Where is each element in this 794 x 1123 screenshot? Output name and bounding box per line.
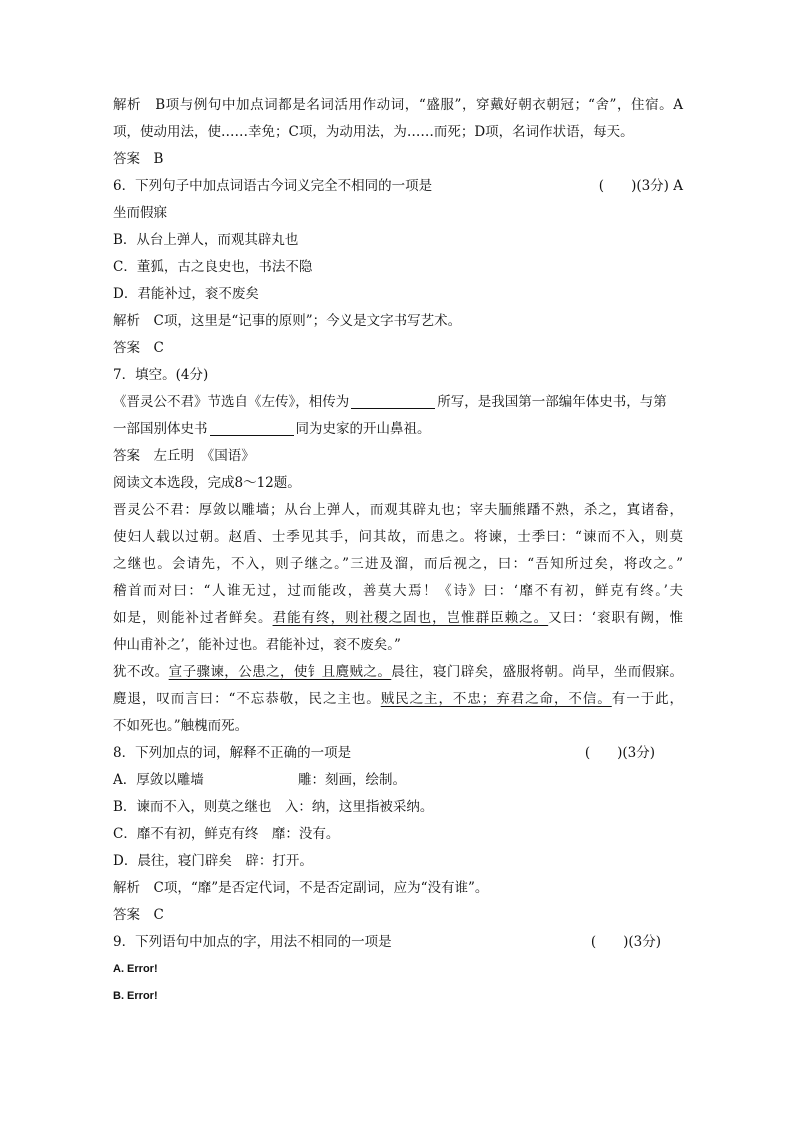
passage-line-6: 仲山甫补之’，能补过也。君能补过，衮不废矣。” bbox=[113, 637, 401, 653]
q8-answer: 答案 C bbox=[113, 907, 164, 923]
q7-blank-2[interactable] bbox=[210, 421, 294, 436]
passage-line-9: 不如死也。”触槐而死。 bbox=[113, 718, 249, 734]
passage-line-5-a: 如是，则能补过者鲜矣。 bbox=[113, 610, 273, 626]
q8-option-a-explanation: 雕：刻画，绘制。 bbox=[298, 772, 406, 788]
q6-answer: 答案 C bbox=[113, 340, 164, 356]
q7-answer: 答案 左丘明 《国语》 bbox=[113, 448, 255, 464]
q5-analysis-line-2: 项，使动用法，使……幸免；C项，为动用法，为……而死；D项，名词作状语，每天。 bbox=[113, 124, 634, 140]
q7-blank-1[interactable] bbox=[351, 394, 435, 409]
passage-line-8-b: 有一于此， bbox=[611, 691, 684, 707]
q7-line2-part-a: 一部国别体史书 bbox=[113, 421, 208, 437]
passage-underlined-sentence-1: 君能有终，则社稷之固也，岂惟群臣赖之。 bbox=[272, 610, 549, 626]
passage-line-2: 使妇人载以过朝。赵盾、士季见其手，问其故，而患之。将谏，士季曰：“谏而不入，则莫 bbox=[113, 529, 683, 545]
q6-option-d: D．君能补过，衮不废矣 bbox=[113, 286, 259, 302]
passage-line-7-b: 晨往，寝门辟矣，盛服将朝。尚早，坐而假寐。 bbox=[391, 664, 684, 680]
q5-answer: 答案 B bbox=[113, 151, 164, 167]
q8-stem: 8．下列加点的词，解释不正确的一项是 bbox=[113, 745, 352, 761]
q9-stem-line bbox=[113, 929, 683, 956]
passage-underlined-sentence-2: 宣子骤谏，公患之，使钅且麑贼之。 bbox=[168, 664, 392, 680]
q8-option-a-text: A．厚敛以雕墙 bbox=[113, 772, 204, 788]
q7-stem: 7．填空。(4分) bbox=[113, 367, 209, 383]
passage-line-8-a: 麑退，叹而言曰：“不忘恭敬，民之主也。 bbox=[113, 691, 381, 707]
passage-line-5-b: 又曰：‘衮职有阙，惟 bbox=[548, 610, 684, 626]
q9-bracket: ( )(3分) bbox=[590, 934, 661, 950]
passage-line-1: 晋灵公不君：厚敛以雕墙；从台上弹人，而观其辟丸也；宰夫胹熊蹯不熟，杀之，寘诸畚， bbox=[113, 502, 683, 518]
q6-stem: 6．下列句子中加点词语古今词义完全不相同的一项是 bbox=[113, 178, 433, 194]
q6-bracket: ( )(3分) A bbox=[598, 178, 683, 194]
q8-option-b: B．谏而不入，则莫之继也 入：纳，这里指被采纳。 bbox=[113, 799, 434, 815]
passage-underlined-sentence-3: 贼民之主，不忠；弃君之命，不信。 bbox=[380, 691, 612, 707]
q8-bracket: ( )(3分) bbox=[584, 745, 655, 761]
q8-option-a bbox=[113, 767, 683, 794]
passage-line-7 bbox=[113, 659, 683, 686]
q8-analysis: 解析 C项，“靡”是否定代词，不是否定副词，应为“没有谁”。 bbox=[113, 880, 489, 896]
passage-line-4: 稽首而对曰：“人谁无过，过而能改，善莫大焉！《诗》曰：‘靡不有初，鲜克有终。’夫 bbox=[113, 583, 683, 599]
q9-option-a-error: A. Error! bbox=[113, 963, 158, 975]
q6-analysis: 解析 C项，这里是“记事的原则”；今义是文字书写艺术。 bbox=[113, 313, 462, 329]
q9-stem: 9．下列语句中加点的字，用法不相同的一项是 bbox=[113, 934, 392, 950]
q5-analysis-line-1: 解析 B项与例句中加点词都是名词活用作动词，“盛服”，穿戴好朝衣朝冠；“舍”，住宿。A bbox=[113, 97, 683, 113]
passage-line-3: 之继也。会请先，不入，则子继之。”三进及溜，而后视之，曰：“吾知所过矣，将改之。” bbox=[113, 556, 683, 572]
q8-stem-line bbox=[113, 740, 683, 767]
q7-fill-line-1 bbox=[113, 389, 683, 416]
passage-line-7-a: 犹不改。 bbox=[113, 664, 169, 680]
q7-line2-part-b: 同为史家的开山鼻祖。 bbox=[295, 421, 431, 437]
reading-intro: 阅读文本选段，完成8～12题。 bbox=[113, 475, 301, 491]
q8-option-d: D．晨往，寝门辟矣 辟：打开。 bbox=[113, 853, 313, 869]
q6-option-b: B．从台上弹人，而观其辟丸也 bbox=[113, 232, 299, 248]
q8-option-c: C．靡不有初，鲜克有终 靡：没有。 bbox=[113, 826, 340, 842]
q7-line1-part-a: 《晋灵公不君》节选自《左传》，相传为 bbox=[113, 394, 350, 410]
document-page bbox=[113, 92, 683, 1010]
q7-line1-part-b: 所写，是我国第一部编年体史书，与第 bbox=[437, 394, 667, 410]
q7-fill-line-2 bbox=[113, 416, 683, 443]
q6-option-c: C．董狐，古之良史也，书法不隐 bbox=[113, 259, 313, 275]
passage-line-5 bbox=[113, 605, 683, 632]
q9-option-b-error: B. Error! bbox=[113, 990, 158, 1002]
q6-stem-line bbox=[113, 173, 683, 200]
passage-line-8 bbox=[113, 686, 683, 713]
q6-option-a: 坐而假寐 bbox=[113, 205, 167, 221]
